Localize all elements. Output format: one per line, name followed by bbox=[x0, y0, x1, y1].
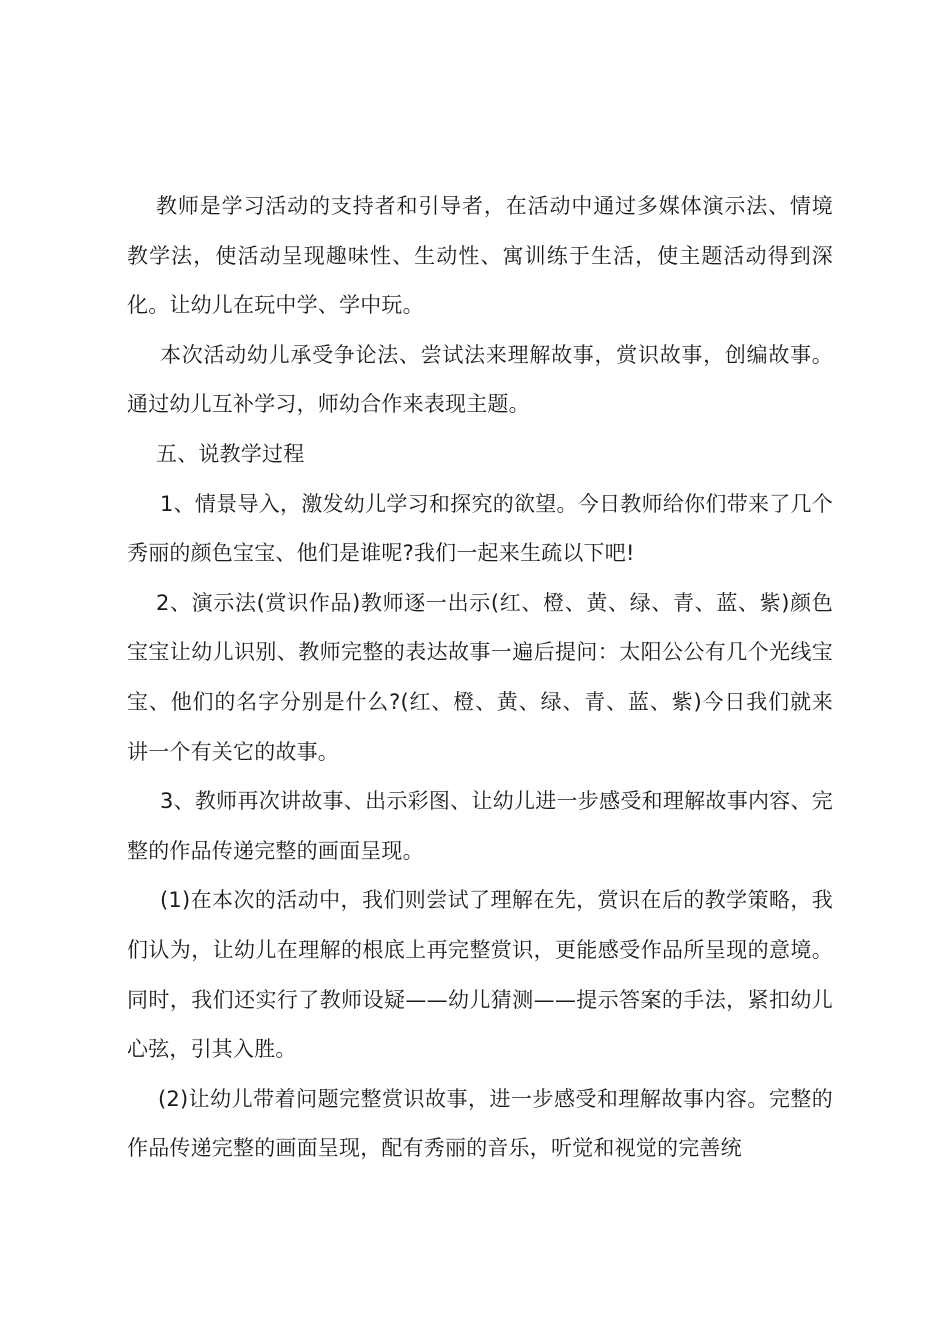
paragraph-activity-methods: 本次活动幼儿承受争论法、尝试法来理解故事，赏识故事，创编故事。通过幼儿互补学习，师幼合作来表现主题。 bbox=[127, 342, 833, 417]
paragraph-step-3: 3、教师再次讲故事、出示彩图、让幼儿进一步感受和理解故事内容、完整的作品传递完整的画面呈现。 bbox=[127, 789, 833, 863]
paragraph-teacher-role: 教师是学习活动的支持者和引导者，在活动中通过多媒体演示法、情境教学法，使活动呈现趣味性、生动性、寓训练于生活，使主题活动得到深化。让幼儿在玩中学、学中玩。 bbox=[127, 194, 833, 318]
section-heading-teaching-process: 五、说教学过程 bbox=[156, 441, 305, 466]
paragraph-substep-2: (2)让幼儿带着问题完整赏识故事，进一步感受和理解故事内容。完整的作品传递完整的画面呈现，配有秀丽的音乐，听觉和视觉的完善统 bbox=[127, 1086, 833, 1161]
paragraph-step-1: 1、情景导入，激发幼儿学习和探究的欲望。今日教师给你们带来了几个秀丽的颜色宝宝、他们是谁呢?我们一起来生疏以下吧! bbox=[127, 491, 833, 566]
paragraph-step-2: 2、演示法(赏识作品)教师逐一出示(红、橙、黄、绿、青、蓝、紫)颜色宝宝让幼儿识别、教师完整的表达故事一遍后提问：太阳公公有几个光线宝宝、他们的名字分别是什么?(红、橙、黄、绿、青、蓝、紫)今日我们就来讲一个有关它的故事。 bbox=[127, 590, 833, 764]
paragraph-substep-1: (1)在本次的活动中，我们则尝试了理解在先，赏识在后的教学策略，我们认为，让幼儿在理解的根底上再完整赏识，更能感受作品所呈现的意境。同时，我们还实行了教师设疑——幼儿猜测——提示答案的手法，紧扣幼儿心弦，引其入胜。 bbox=[127, 888, 833, 1062]
document-body bbox=[127, 182, 833, 1174]
